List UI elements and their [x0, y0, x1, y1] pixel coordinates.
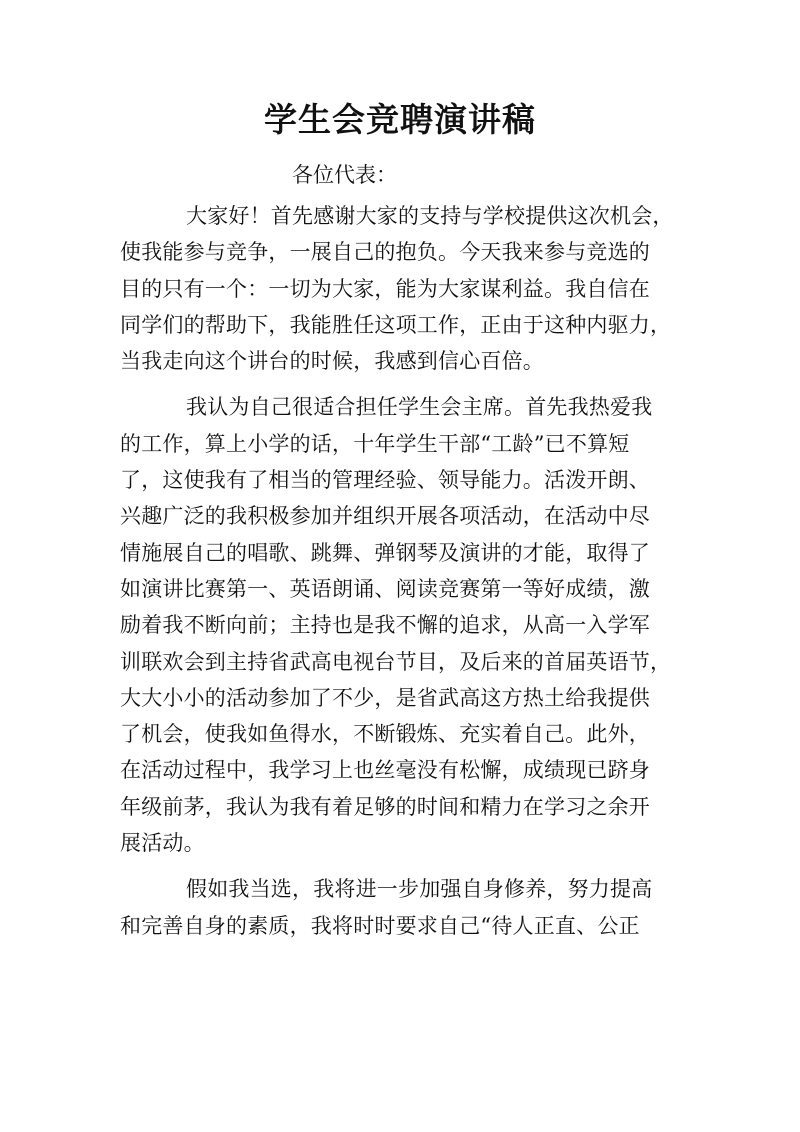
paragraph-line: 假如我当选，我将进一步加强自身修养，努力提高 — [186, 877, 653, 902]
paragraph-line: 在活动过程中，我学习上也丝毫没有松懈，成绩现已跻身 — [120, 758, 650, 783]
paragraph-line: 和完善自身的素质，我将时时要求自己“待人正直、公正 — [120, 913, 640, 938]
paragraph-line: 了，这使我有了相当的管理经验、领导能力。活泼开朗、 — [120, 468, 650, 493]
body-text — [120, 198, 675, 954]
paragraph-3 — [120, 871, 675, 944]
paragraph-line: 当我走向这个讲台的时候，我感到信心百倍。 — [120, 349, 544, 374]
paragraph-1 — [120, 198, 675, 379]
paragraph-line: 展活动。 — [120, 831, 205, 856]
paragraph-2 — [120, 389, 675, 861]
page-title: 学生会竞聘演讲稿 — [264, 100, 536, 139]
paragraph-line: 了机会，使我如鱼得水，不断锻炼、充实着自己。此外， — [120, 722, 650, 747]
paragraph-line: 励着我不断向前；主持也是我不懈的追求，从高一入学军 — [120, 613, 650, 638]
paragraph-line: 大家好！首先感谢大家的支持与学校提供这次机会， — [186, 204, 674, 228]
paragraph-line: 兴趣广泛的我积极参加并组织开展各项活动，在活动中尽 — [120, 504, 650, 529]
paragraph-line: 同学们的帮助下，我能胜任这项工作，正由于这种内驱力， — [120, 312, 672, 337]
paragraph-line: 我认为自己很适合担任学生会主席。首先我热爱我 — [186, 395, 653, 420]
paragraph-line: 目的只有一个：一切为大家，能为大家谋利益。我自信在 — [120, 276, 650, 301]
paragraph-line: 如演讲比赛第一、英语朗诵、阅读竞赛第一等好成绩，激 — [120, 576, 650, 601]
paragraph-line: 年级前茅，我认为我有着足够的时间和精力在学习之余开 — [120, 794, 650, 819]
paragraph-line: 训联欢会到主持省武高电视台节目，及后来的首届英语节， — [120, 649, 672, 674]
paragraph-line: 大大小小的活动参加了不少，是省武高这方热土给我提供 — [120, 685, 650, 710]
paragraph-line: 的工作，算上小学的话，十年学生干部“工龄”已不算短 — [120, 431, 630, 456]
salutation: 各位代表： — [292, 163, 397, 187]
paragraph-line: 情施展自己的唱歌、跳舞、弹钢琴及演讲的才能，取得了 — [120, 540, 650, 565]
paragraph-line: 使我能参与竞争，一展自己的抱负。今天我来参与竞选的 — [120, 240, 650, 265]
